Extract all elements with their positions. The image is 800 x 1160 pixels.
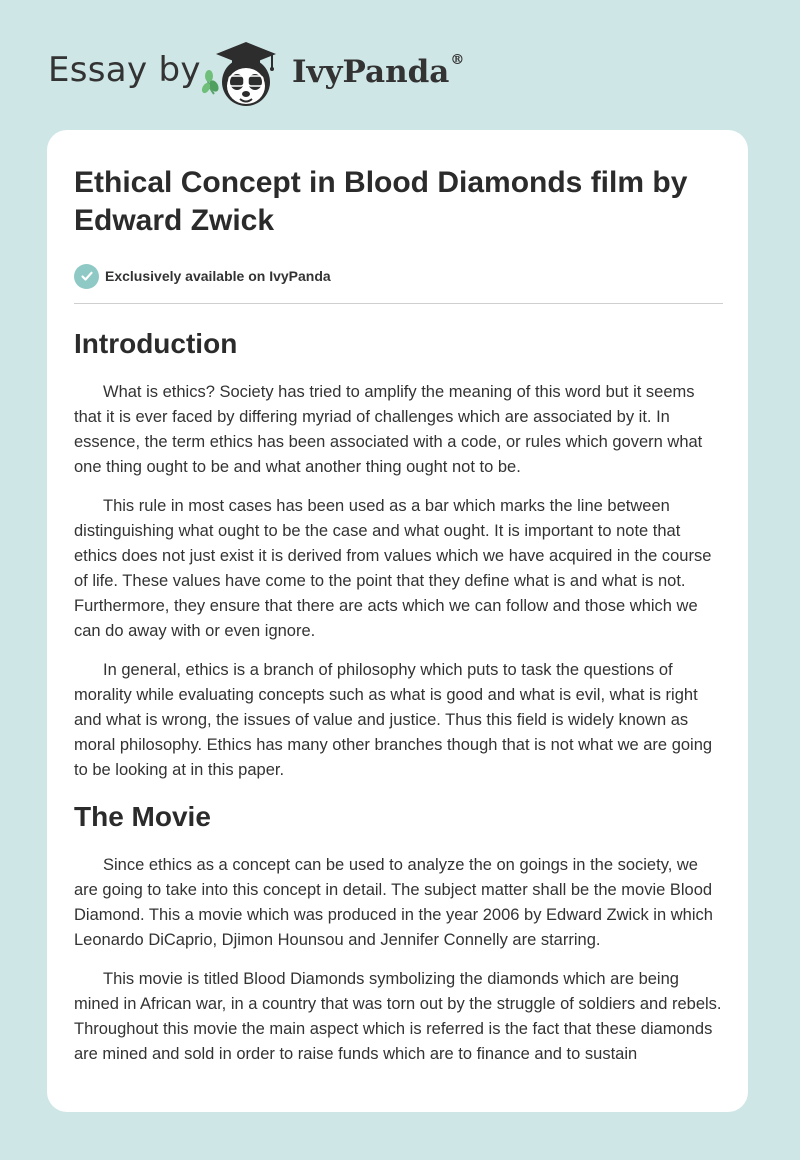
paragraph: This rule in most cases has been used as a bar which marks the line between distinguishing what ought to be the case and what ought. It is important to note that ethics does not just exist it is derived from values which we have acquired in the course of life. These values have come to the point that they define what is and what is not. Furthermore, they ensure that there are acts which we can follow and those which we can do away with or even ignore.: [74, 497, 712, 640]
section-heading-the-movie: The Movie: [74, 801, 211, 832]
site-header: [0, 0, 800, 130]
check-icon: [74, 264, 99, 289]
essay-by-label: Essay by: [48, 50, 201, 90]
essay-title: Ethical Concept in Blood Diamonds film by Edward Zwick: [74, 166, 688, 237]
exclusive-badge-label: Exclusively available on IvyPanda: [105, 268, 331, 284]
panda-graduate-icon: [200, 36, 290, 112]
essay-body: [74, 324, 724, 1081]
registered-mark: ®: [450, 52, 465, 68]
section-heading-introduction: Introduction: [74, 328, 238, 359]
exclusive-badge: [74, 263, 331, 289]
brand-name: IvyPanda®: [292, 52, 465, 90]
essay-card: [47, 130, 748, 1112]
paragraph: What is ethics? Society has tried to amplify the meaning of this word but it seems that it is ever faced by differing myriad of challenges which are associated by it. In essence, the term ethics has been associated with a code, or rules which govern what one thing ought to be and what another thing ought not to be.: [74, 383, 703, 476]
divider: [74, 303, 723, 304]
paragraph: Since ethics as a concept can be used to analyze the on goings in the society, we are going to take into this concept in detail. The subject matter shall be the movie Blood Diamond. This a movie which was produced in the year 2006 by Edward Zwick in which Leonardo DiCaprio, Djimon Hounsou and Jennifer Connelly are starring.: [74, 856, 713, 949]
paragraph: This movie is titled Blood Diamonds symbolizing the diamonds which are being mined in African war, in a country that was torn out by the struggle of soldiers and rebels. Throughout this movie the main aspect which is referred is the fact that these diamonds are mined and sold in order to raise funds which are to finance and to sustain: [74, 970, 722, 1063]
paragraph: In general, ethics is a branch of philosophy which puts to task the questions of morality while evaluating concepts such as what is good and what is evil, what is right and what is wrong, the issues of value and justice. Thus this field is widely known as moral philosophy. Ethics has many other branches though that is not what we are going to be looking at in this paper.: [74, 661, 713, 779]
